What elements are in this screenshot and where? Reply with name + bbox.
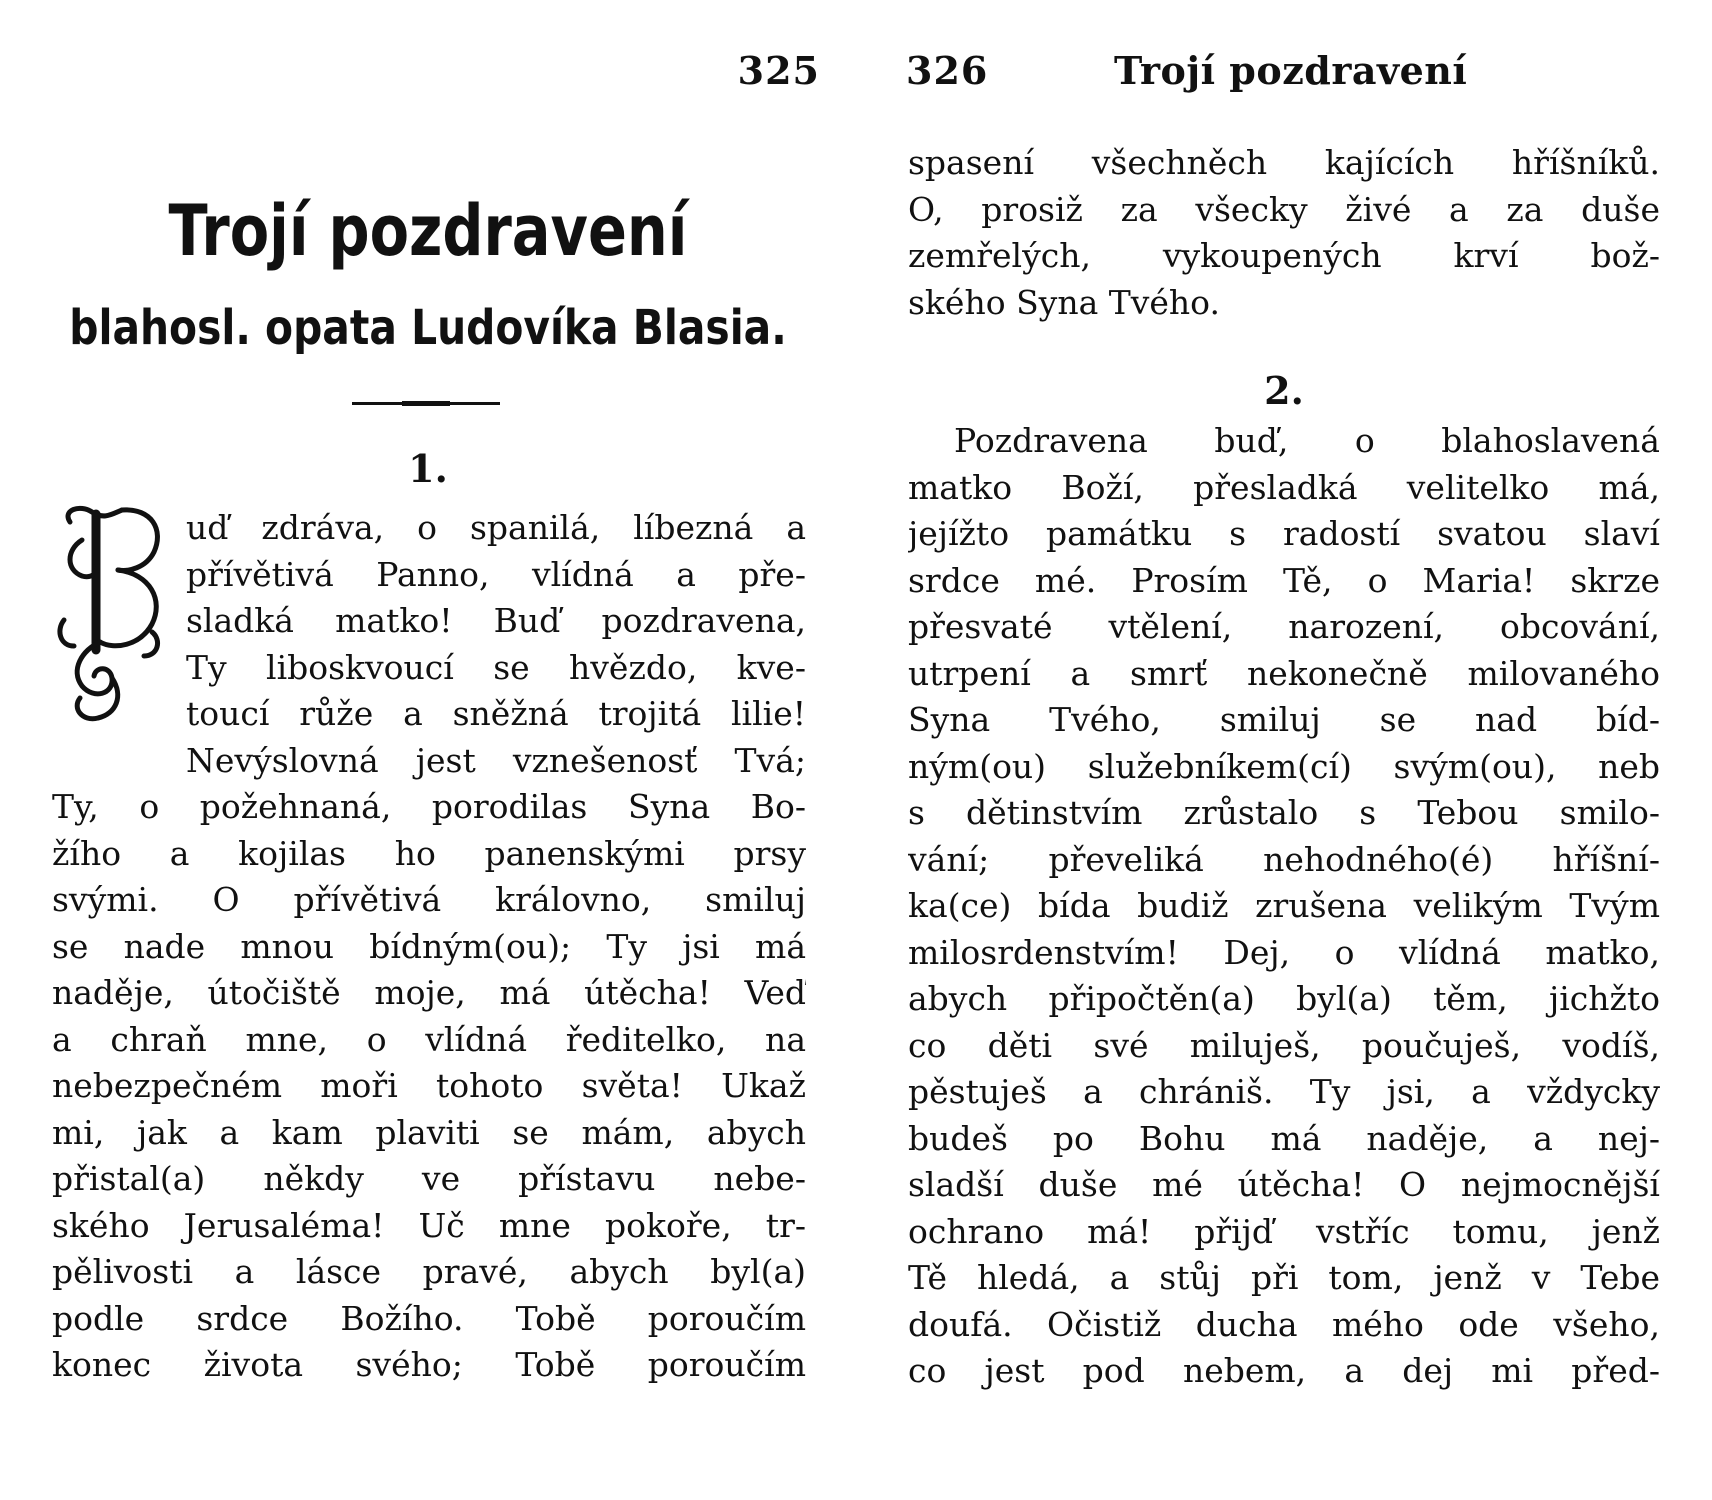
- text-line: O, prosiž za všecky živé a za duše: [908, 189, 1660, 229]
- text-line: svými. O přívětivá královno, smiluj: [52, 880, 806, 919]
- paragraph-1-opening: [186, 505, 806, 784]
- text-line: jejížto památku s radostí svatou slaví: [908, 514, 1660, 553]
- text-line: ka(ce) bída budiž zrušena velikým Tvým: [908, 886, 1660, 925]
- text-line: co děti své miluješ, poučuješ, vodíš,: [908, 1025, 1660, 1065]
- text-line: Ty, o požehnaná, porodilas Syna Bo-: [52, 787, 806, 826]
- text-line: spasení všechněch kajících hříšníků.: [908, 143, 1660, 182]
- text-line: ným(ou) služebníkem(cí) svým(ou), neb: [908, 746, 1660, 786]
- text-line: doufá. Očistiž ducha mého ode všeho,: [908, 1304, 1660, 1344]
- text-line: naděje, útočiště moje, má útěcha! Veď: [52, 973, 806, 1012]
- text-line: abych připočtěn(a) byl(a) těm, jichžto: [908, 979, 1660, 1018]
- text-line: zemřelých, vykoupených krví bož-: [908, 236, 1660, 275]
- text-line: pěstuješ a chrániš. Ty jsi, a vždycky: [908, 1072, 1660, 1111]
- text-line: Nevýslovná jest vznešenosť Tvá;: [186, 740, 806, 780]
- page-number: 326: [906, 48, 989, 93]
- text-line: srdce mé. Prosím Tě, o Maria! skrze: [908, 560, 1660, 600]
- text-line: utrpení a smrť nekonečně milovaného: [908, 653, 1660, 693]
- page-title: Trojí pozdravení: [168, 190, 688, 272]
- text-line: Tě hledá, a stůj při tom, jenž v Tebe: [908, 1258, 1660, 1297]
- text-line: s dětinstvím zrůstalo s Tebou smilo-: [908, 793, 1660, 832]
- text-line: Syna Tvého, smiluj se nad bíd-: [908, 700, 1660, 739]
- text-line: ochrano má! přijď vstříc tomu, jenž: [908, 1211, 1660, 1251]
- title-divider: [352, 402, 500, 405]
- paragraph-1-continuation: [908, 140, 1660, 326]
- text-line: budeš po Bohu má naděje, a nej-: [908, 1118, 1660, 1158]
- text-line: toucí růže a sněžná trojitá lilie!: [186, 694, 806, 733]
- text-line: žího a kojilas ho panenskými prsy: [52, 833, 806, 873]
- text-line: Ty liboskvoucí se hvězdo, kve-: [186, 647, 806, 687]
- text-line: sladší duše mé útěcha! O nejmocnější: [908, 1165, 1660, 1204]
- text-line: matko Boží, přesladká velitelko má,: [908, 467, 1660, 507]
- text-line: přesvaté vtělení, narození, obcování,: [908, 607, 1660, 646]
- text-line: přistal(a) někdy ve přístavu nebe-: [52, 1159, 806, 1198]
- text-line: ského Jerusaléma! Uč mne pokoře, tr-: [52, 1205, 806, 1245]
- text-line: mi, jak a kam plaviti se mám, abych: [52, 1112, 806, 1152]
- page-subtitle: blahosl. opata Ludovíka Blasia.: [69, 300, 787, 356]
- running-head: Trojí pozdravení: [1114, 48, 1468, 93]
- text-line: přívětivá Panno, vlídná a pře-: [186, 554, 806, 594]
- text-line: Pozdravena buď, o blahoslavená: [954, 421, 1660, 460]
- section-number: 1.: [408, 446, 448, 491]
- paragraph-1-body: [52, 784, 806, 1389]
- text-line: sladká matko! Buď pozdravena,: [186, 601, 806, 640]
- text-line: uď zdráva, o spanilá, líbezná a: [186, 508, 806, 547]
- text-line: nebezpečném moři tohoto světa! Ukaž: [52, 1066, 806, 1105]
- page-number: 325: [737, 48, 820, 93]
- section-number: 2.: [1264, 368, 1304, 413]
- text-line: a chraň mne, o vlídná ředitelko, na: [52, 1019, 806, 1059]
- text-line: vání; převeliká nehodného(é) hříšní-: [908, 839, 1660, 879]
- text-line: milosrdenstvím! Dej, o vlídná matko,: [908, 932, 1660, 972]
- text-line: se nade mnou bídným(ou); Ty jsi má: [52, 926, 806, 966]
- text-line: pělivosti a lásce pravé, abych byl(a): [52, 1252, 806, 1291]
- text-line: konec života svého; Tobě poroučím: [52, 1345, 806, 1384]
- text-line: podle srdce Božího. Tobě poroučím: [52, 1298, 806, 1338]
- drop-cap-ornament: [52, 500, 170, 730]
- text-line: ského Syna Tvého.: [908, 282, 1220, 322]
- text-line: co jest pod nebem, a dej mi před-: [908, 1351, 1660, 1390]
- right-page: [856, 0, 1712, 1500]
- paragraph-2: [908, 418, 1660, 1395]
